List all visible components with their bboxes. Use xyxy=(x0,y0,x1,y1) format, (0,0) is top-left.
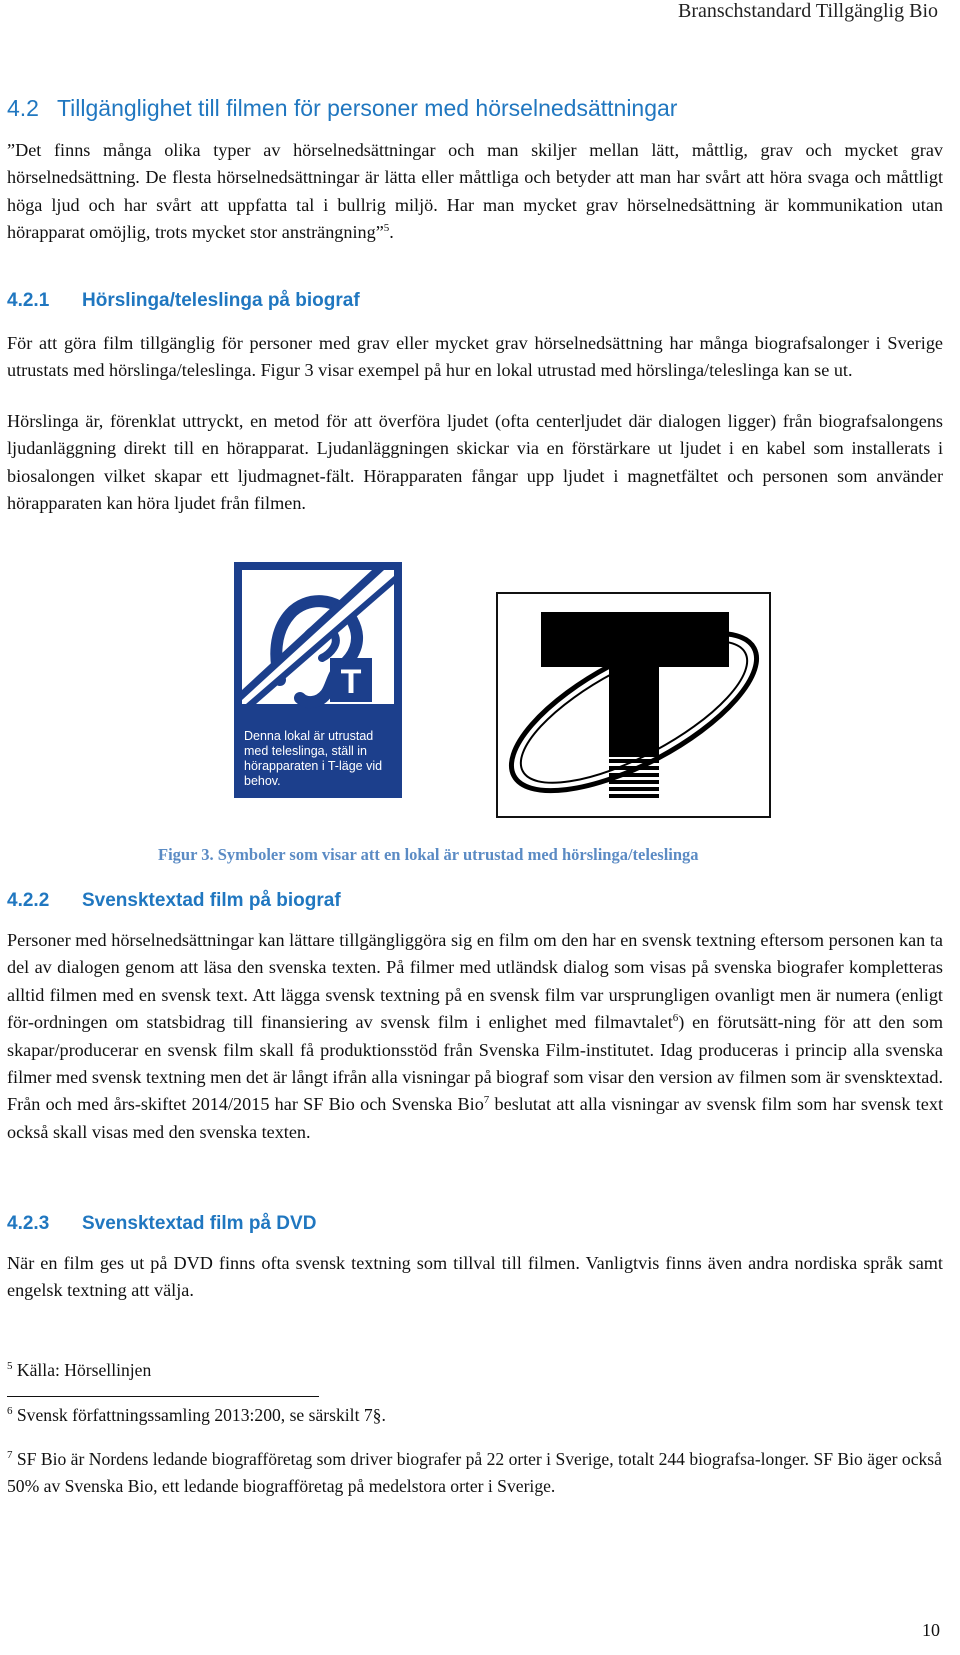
subsection-title: Svensktextad film på DVD xyxy=(82,1213,317,1234)
footnote-ref: 6 xyxy=(672,1012,679,1025)
subsection-title: Svensktextad film på biograf xyxy=(82,890,341,911)
subsection-number: 4.2.3 xyxy=(7,1213,50,1234)
figure-caption: Figur 3. Symboler som visar att en lokal är utrustad med hörslinga/teleslinga xyxy=(158,845,699,864)
section-title: Tillgänglighet till filmen för personer med hörselnedsättningar xyxy=(56,95,678,121)
paragraph-text: ) en förutsätt-ning för att den som skapar/producerar en svensk film skall få produktionsstöd från Svenska Film-institutet. Idag produceras i princip alla svenska filmer med svensk textning men det är långt ifrån alla visningar på biograf som visar den version av filmen som är svensktextad. Från och med års-skiftet 2014/2015 har SF Bio och Svenska Bio xyxy=(7,1012,943,1115)
footnote-ref: 5 xyxy=(383,222,390,235)
paragraph xyxy=(7,927,943,1146)
sign-line: med teleslinga, ställ in xyxy=(244,744,367,758)
hearing-loop-sign xyxy=(234,562,402,798)
footnote-ref: 7 xyxy=(483,1094,490,1107)
subsection-number: 4.2.2 xyxy=(7,890,50,911)
paragraph: Hörslinga är, förenklat uttryckt, en metod för att överföra ljudet (ofta centerljudet där dialogen ligger) från biografsalongens ljudanläggning direkt till en hörapparat. Ljudanläggningen skickar via en förstärkare ut ljudet i en kabel som installerats i biosalongen vilket skapar ett ljudmagnet-fält. Hörapparaten fångar upp ljudet i magnetfältet och personen som använder hörapparaten kan höra ljudet från filmen. xyxy=(7,411,943,514)
intro-paragraph xyxy=(7,137,943,247)
footnote xyxy=(7,1402,942,1429)
intro-end: . xyxy=(389,222,394,243)
subsection-number: 4.2.1 xyxy=(7,290,50,311)
section-heading xyxy=(7,95,677,122)
paragraph-text: Personer med hörselnedsättningar kan lättare tillgängliggöra sig en film om den har en svensk textning eftersom personen kan ta del av dialogen genom att läsa den svenska texten. På filmer med utländsk dialog som visas på svenska biografer kompletteras alltid filmen med en svensk text. Att lägga svensk textning på en svensk film var ursprungligen ovanligt men är numera (enligt för-ordningen om statsbidrag till finansiering av svensk film i enlighet med filmavtalet xyxy=(7,930,943,1033)
footnote-number: 7 xyxy=(7,1449,13,1462)
ear-icon xyxy=(234,562,402,798)
sign-line: hörapparaten i T-läge vid xyxy=(244,759,383,773)
telecoil-t-icon xyxy=(496,592,771,818)
intro-text: ”Det finns många olika typer av hörselnedsättningar och man skiljer mellan lätt, måttlig, grav och mycket grav hörselnedsättning. De flesta hörselnedsättningar är lätta eller måttliga och betyder att man har svårt att höra svaga och måttligt höga ljud och har svårt att uppfatta tal i bullrig miljö. Har man mycket grav hörselnedsättning är kommunikation utan hörapparat omöjlig, trots mycket stor ansträngning” xyxy=(7,140,943,243)
running-header: Branschstandard Tillgänglig Bio xyxy=(678,0,938,22)
sign-line: behov. xyxy=(244,774,281,788)
footnote-text: Källa: Hörsellinjen xyxy=(12,1360,152,1380)
subsection-heading-4-2-1 xyxy=(7,290,360,312)
footnote-number: 5 xyxy=(7,1360,13,1373)
telecoil-symbol xyxy=(496,592,771,818)
page-number: 10 xyxy=(922,1620,940,1640)
subsection-title: Hörslinga/teleslinga på biograf xyxy=(82,290,360,311)
footnote xyxy=(7,1357,942,1384)
sign-line: Denna lokal är utrustad xyxy=(244,729,374,743)
subsection-heading-4-2-3 xyxy=(7,1213,316,1235)
footnote-number: 6 xyxy=(7,1405,13,1418)
footnote-text: SF Bio är Nordens ledande biografföretag som driver biografer på 22 orter i Sverige, totalt 244 biografsa-longer. SF Bio äger också 50% av Svenska Bio, ett ledande biografföretag på medelstora orter i Sverige. xyxy=(7,1449,942,1496)
paragraph: För att göra film tillgänglig för personer med grav eller mycket grav hörselnedsättning har många biografsalonger i Sverige utrustats med hörslinga/teleslinga. Figur 3 visar exempel på hur en lokal utrustad med hörslinga/teleslinga kan se ut. xyxy=(7,333,943,381)
section-number: 4.2 xyxy=(7,95,39,121)
footnote-text: Svensk författningssamling 2013:200, se särskilt 7§. xyxy=(12,1405,386,1425)
sign-letter: T xyxy=(340,663,362,701)
paragraph: När en film ges ut på DVD finns ofta svensk textning som tillval till filmen. Vanligtvis finns även andra nordiska språk samt engelsk textning att välja. xyxy=(7,1253,943,1301)
footnote xyxy=(7,1446,942,1500)
footnote-separator xyxy=(7,1396,319,1397)
paragraph-text: beslutat att alla visningar av svensk film som har svensk text också skall visas med den svenska texten. xyxy=(7,1094,944,1142)
subsection-heading-4-2-2 xyxy=(7,890,341,912)
